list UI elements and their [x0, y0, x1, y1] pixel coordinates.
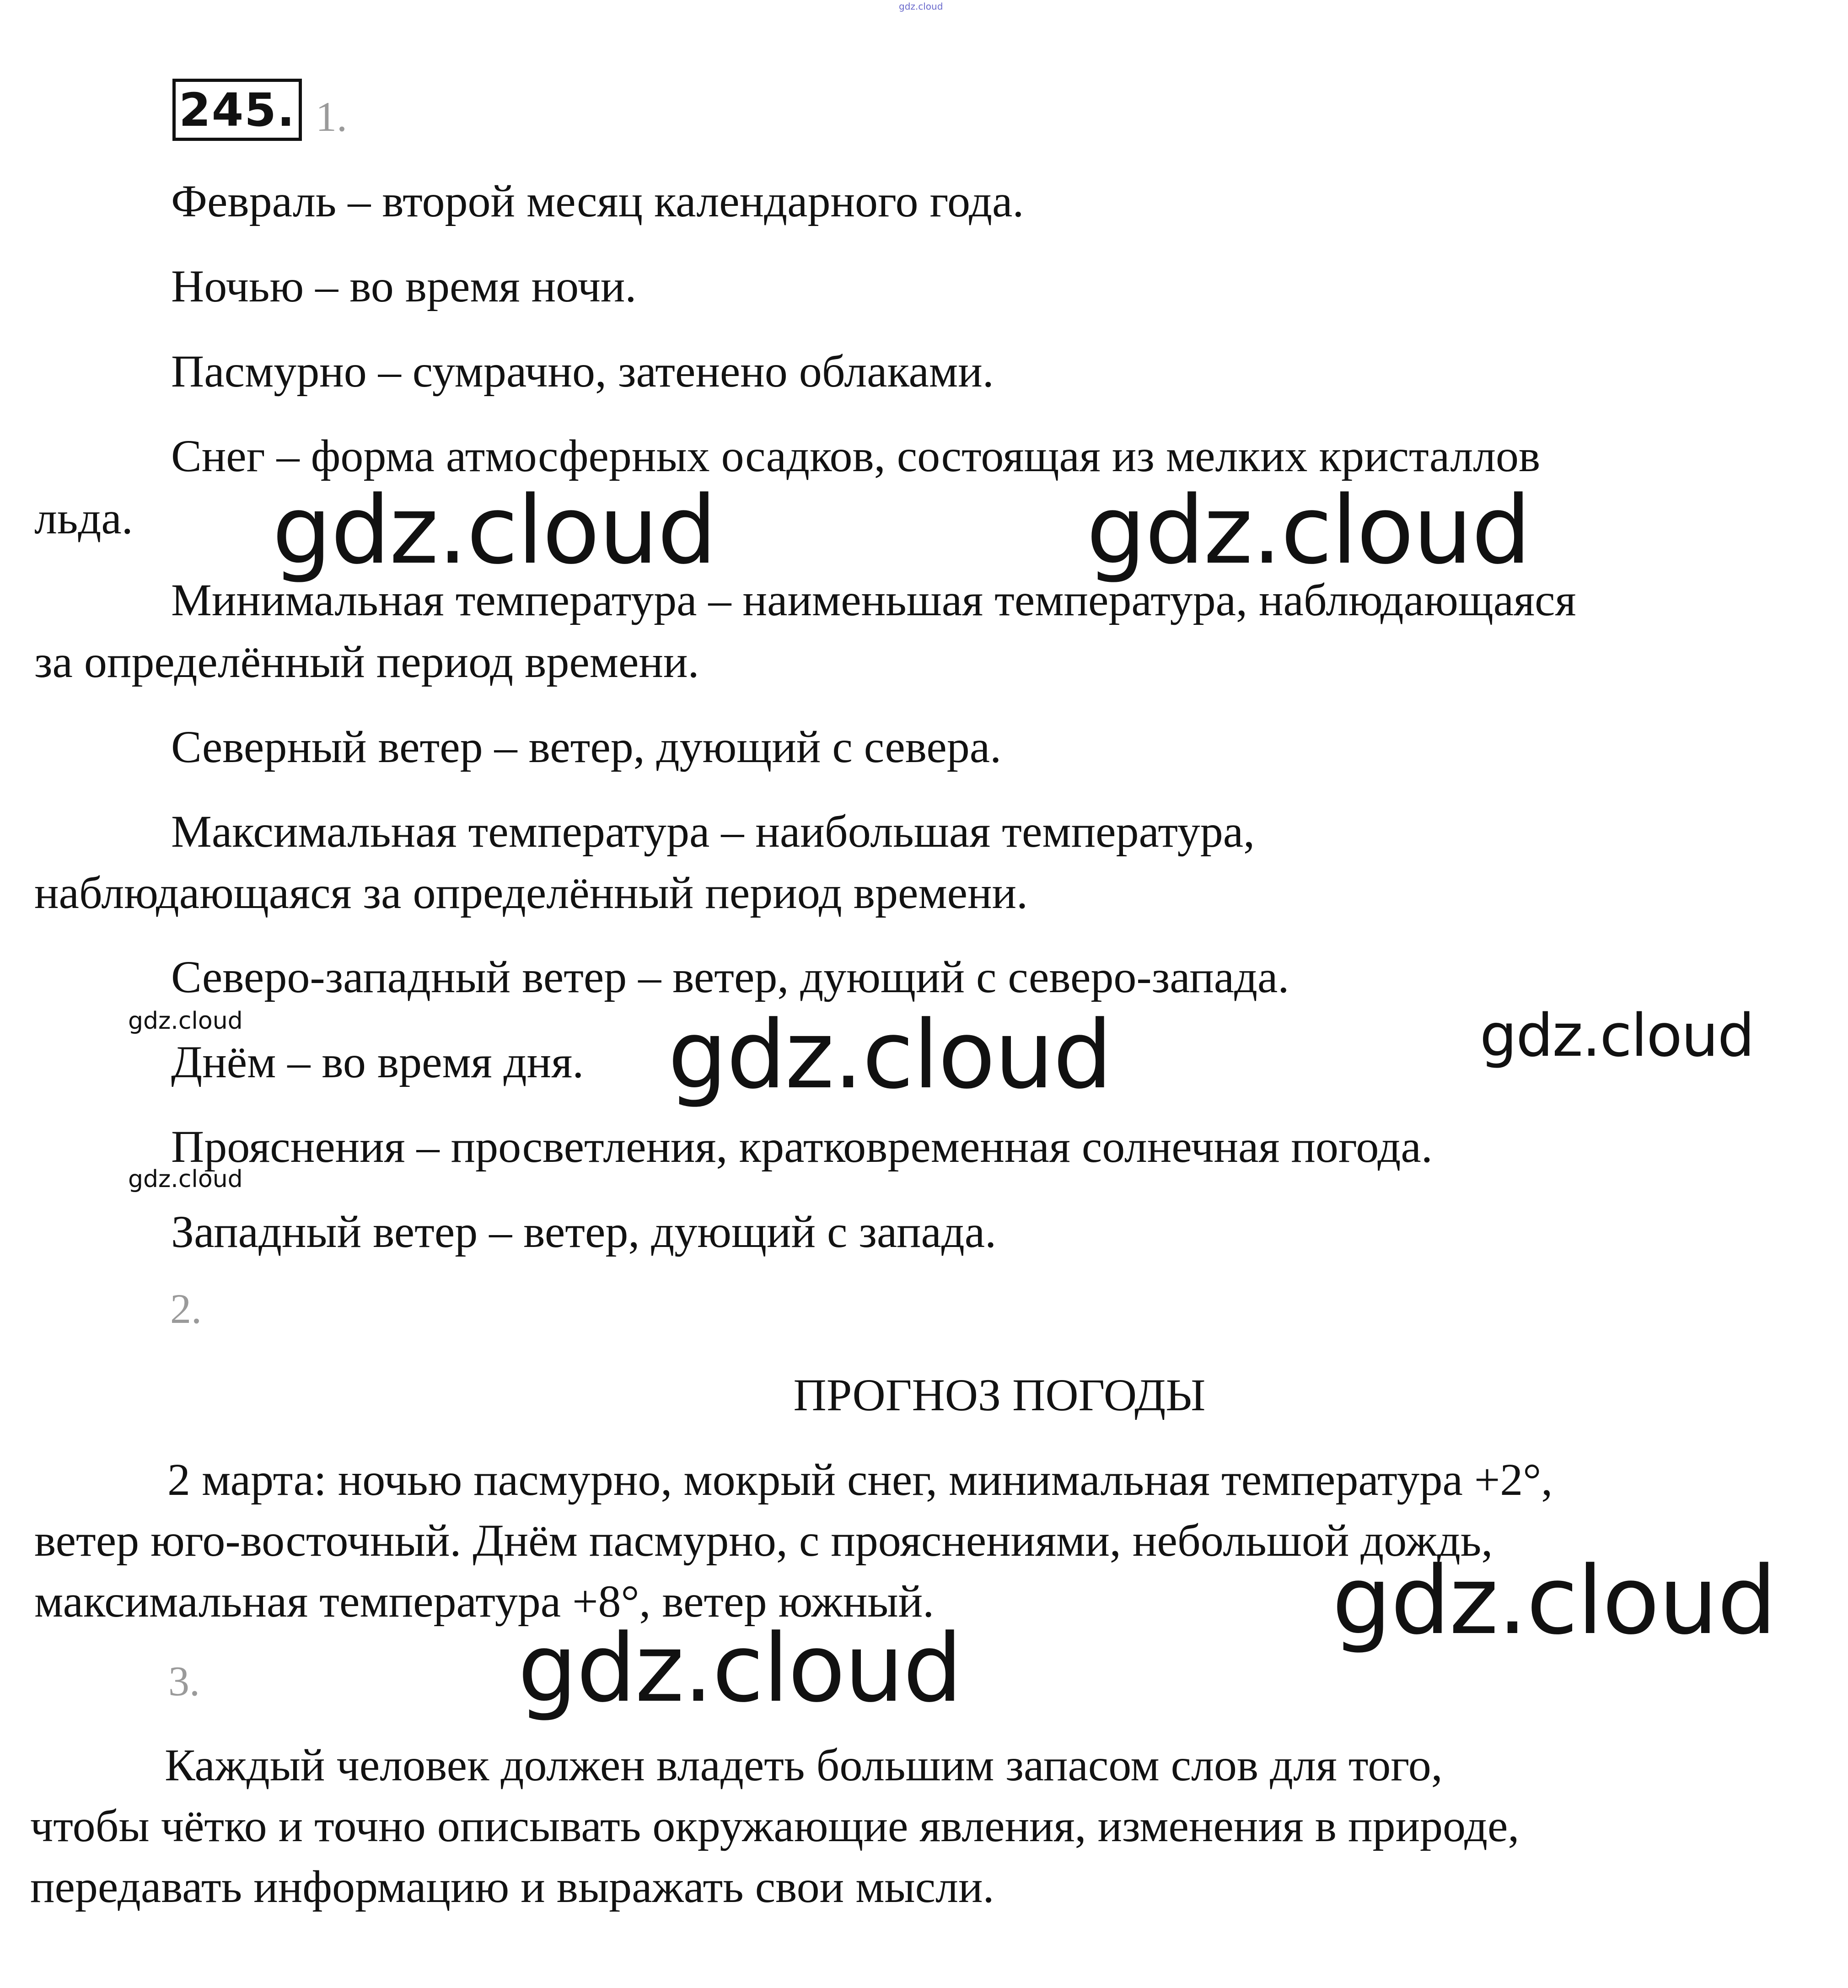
definition-line-6: Северный ветер – ветер, дующий с севера.	[171, 721, 1002, 772]
forecast-heading: ПРОГНОЗ ПОГОДЫ	[793, 1370, 1206, 1420]
definition-line-3: Пасмурно – сумрачно, затенено облаками.	[171, 346, 994, 397]
watermark-2: gdz.cloud	[1086, 476, 1531, 585]
forecast-line-1: 2 марта: ночью пасмурно, мокрый снег, минимальная температура +2°,	[167, 1454, 1553, 1505]
watermark-small-2: gdz.cloud	[128, 1166, 243, 1193]
forecast-line-3: максимальная температура +8°, ветер южный.	[34, 1576, 935, 1627]
watermark-6: gdz.cloud	[518, 1614, 962, 1723]
subtask-1-number: 1.	[316, 93, 347, 140]
watermark-3: gdz.cloud	[668, 1001, 1112, 1110]
definition-line-9: Днём – во время дня.	[171, 1037, 584, 1087]
watermark-small-1: gdz.cloud	[128, 1007, 243, 1035]
watermark-5: gdz.cloud	[1332, 1547, 1776, 1655]
subtask-2-number: 2.	[170, 1285, 202, 1332]
conclusion-line-3: передавать информацию и выражать свои мысли.	[30, 1861, 994, 1912]
definition-line-5: Минимальная температура – наименьшая температура, наблюдающаяся	[171, 575, 1576, 625]
definition-line-5-cont: за определённый период времени.	[34, 636, 699, 687]
watermark-4: gdz.cloud	[1480, 1002, 1754, 1070]
definition-line-4-cont: льда.	[34, 493, 133, 543]
definition-line-10: Прояснения – просветления, кратковременная солнечная погода.	[171, 1121, 1433, 1172]
definition-line-8: Северо-западный ветер – ветер, дующий с северо-запада.	[171, 951, 1289, 1002]
task-number-box: 245.	[172, 79, 302, 141]
definition-line-7-cont: наблюдающаяся за определённый период времени.	[34, 867, 1028, 918]
definition-line-7: Максимальная температура – наибольшая температура,	[171, 806, 1255, 857]
conclusion-line-2: чтобы чётко и точно описывать окружающие явления, изменения в природе,	[30, 1800, 1520, 1851]
definition-line-11: Западный ветер – ветер, дующий с запада.	[171, 1206, 997, 1257]
definition-line-1: Февраль – второй месяц календарного года.	[171, 176, 1024, 226]
watermark-1: gdz.cloud	[272, 476, 716, 585]
definition-line-4: Снег – форма атмосферных осадков, состоящая из мелких кристаллов	[171, 430, 1541, 481]
watermark-top-tiny: gdz.cloud	[899, 1, 943, 12]
definition-line-2: Ночью – во время ночи.	[171, 261, 637, 312]
subtask-3-number: 3.	[168, 1658, 200, 1704]
forecast-line-2: ветер юго-восточный. Днём пасмурно, с прояснениями, небольшой дождь,	[34, 1515, 1493, 1566]
conclusion-line-1: Каждый человек должен владеть большим запасом слов для того,	[165, 1740, 1443, 1790]
